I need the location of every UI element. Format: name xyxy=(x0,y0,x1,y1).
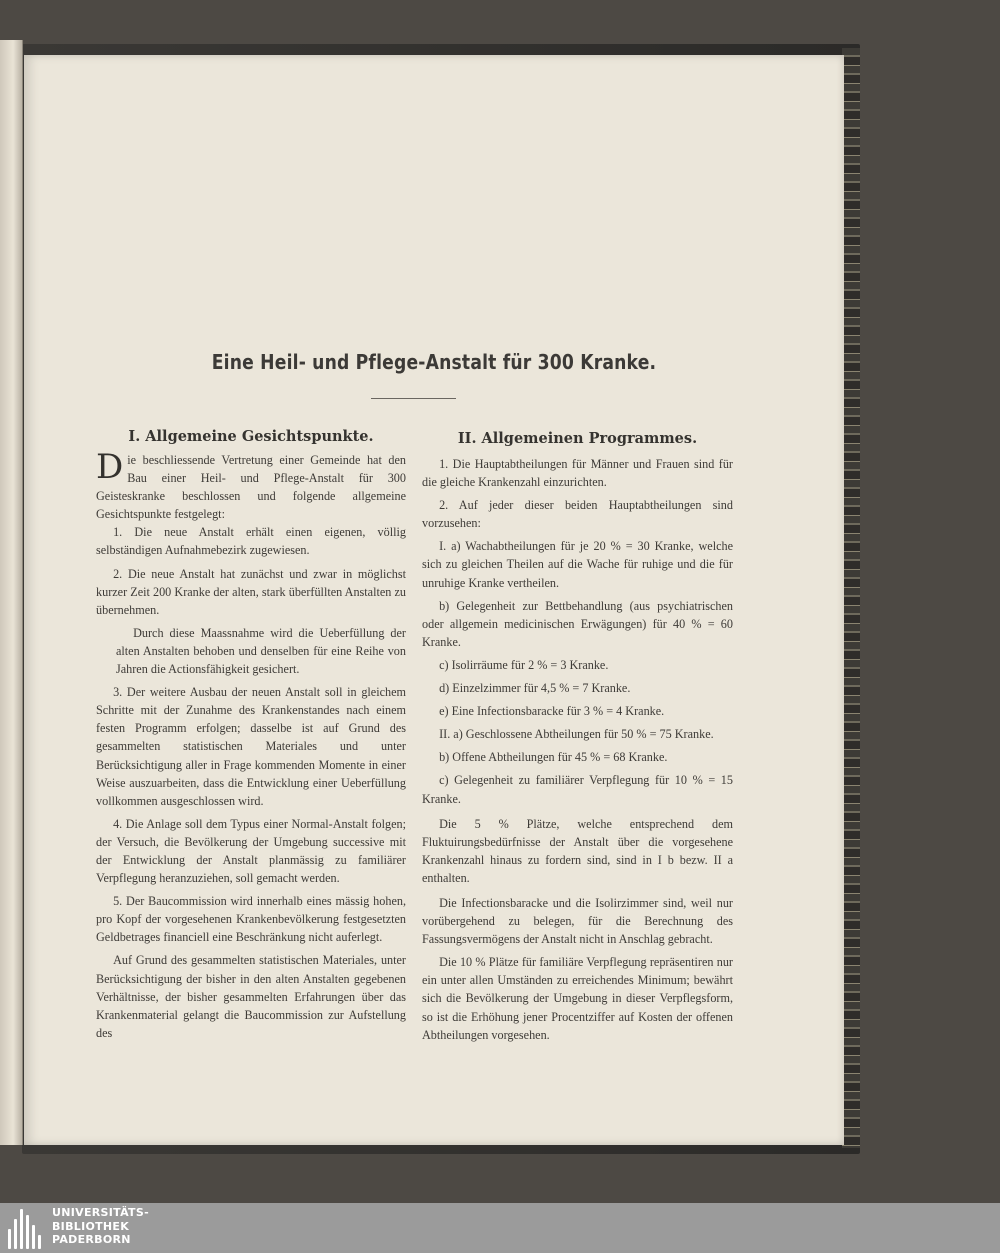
paragraph: II. a) Geschlossene Abtheilungen für 50 % = 75 Kranke. xyxy=(439,727,714,742)
paragraph: b) Offene Abtheilungen für 45 % = 68 Kranke. xyxy=(439,750,668,765)
section-heading-1: I. Allgemeine Gesichtspunkte. xyxy=(128,428,374,445)
paragraph: I. a) Wachabtheilungen für je 20 % = 30 Kranke, welche sich zu gleichen Theilen auf die Wache für ruhige und die für unruhige Kranke vertheilen. xyxy=(422,539,733,590)
paragraph: c) Gelegenheit zu familiärer Verpflegung für 10 % = 15 Kranke. xyxy=(422,773,733,806)
paragraph: 1. Die neue Anstalt erhält einen eigenen, völlig selbständigen Aufnahmebezirk zugewiesen. xyxy=(96,525,406,558)
paragraph: c) Isolirräume für 2 % = 3 Kranke. xyxy=(439,657,609,672)
paragraph: Die 10 % Plätze für familiäre Verpflegung repräsentiren nur ein unter allen Umständen zu erreichendes Minimum; bewährt sich die Bevölkerung der Umgebung in dieser Verpflegsform, so ist die Erhöhung jener Procentziffer auf Kosten der offenen Abtheilungen vorgesehen. xyxy=(422,955,733,1042)
paragraph: 5. Der Baucommission wird innerhalb eines mässig hohen, pro Kopf der vorgesehenen Krankenbevölkerung festgesetzten Geldbetrages financiell eine Beschränkung nicht auferlegt. xyxy=(96,894,406,945)
paragraph: 2. Die neue Anstalt hat zunächst und zwar in möglichst kurzer Zeit 200 Kranke der alten, stark überfüllten Anstalten zu übernehmen. xyxy=(96,566,406,617)
drop-cap: D xyxy=(96,447,124,487)
left-column xyxy=(96,427,406,1042)
right-column xyxy=(422,429,733,1044)
previous-page-edge xyxy=(0,40,23,1145)
paragraph: Auf Grund des gesammelten statistischen Materiales, unter Berücksichtigung der bisher in den alten Anstalten gegebenen Verhältnisse, der bisher gesammelten Erfahrungen über das Krankenmaterial gelangt die Baucommission zur Aufstellung des xyxy=(96,953,406,1040)
paragraph: Die 5 % Plätze, welche entsprechend dem Fluktuirungsbedürfnisse der Anstalt über die vorgesehene Krankenzahl hinaus zu fordern sind, sind in I b bezw. II a enthalten. xyxy=(422,816,733,885)
library-logo-text: UNIVERSITÄTS- BIBLIOTHEK PADERBORN xyxy=(52,1206,149,1246)
paragraph: 1. Die Hauptabtheilungen für Männer und Frauen sind für die gleiche Krankenzahl einzurichten. xyxy=(422,457,733,490)
paragraph: b) Gelegenheit zur Bettbehandlung (aus psychiatrischen oder allgemein medicinischen Erwägungen) für 40 % = 60 Kranke. xyxy=(422,598,733,649)
library-logo-icon xyxy=(8,1207,46,1249)
paragraph: 3. Der weitere Ausbau der neuen Anstalt soll in gleichem Schritte mit der Zunahme des Krankenstandes nach einem festen Programm erfolgen; dasselbe ist auf Grund des gesammelten statistischen Materiales und unter Berücksichtigung aller in Frage kommenden Momente in einer Weise auszuarbeiten, dass die Entwicklung einer Ueberfüllung vollkommen ausgeschlossen wird. xyxy=(96,685,406,808)
paragraph: e) Eine Infectionsbaracke für 3 % = 4 Kranke. xyxy=(439,704,665,719)
library-footer-bar xyxy=(0,1203,1000,1253)
paragraph: 4. Die Anlage soll dem Typus einer Normal-Anstalt folgen; der Versuch, die Bevölkerung der Umgebung successive mit der Entwicklung der Anstalt planmässig zu familiärer Verpflegung heranzuziehen, soll gemacht werden. xyxy=(96,816,406,886)
book-page xyxy=(24,55,844,1145)
paragraph: d) Einzelzimmer für 4,5 % = 7 Kranke. xyxy=(439,681,631,696)
paragraph: Durch diese Maassnahme wird die Ueberfüllung der alten Anstalten behoben und denselben für eine Reihe von Jahren die Actionsfähigkeit gesichert. xyxy=(116,625,406,677)
paragraph: Die beschliessende Vertretung einer Gemeinde hat den Bau einer Heil- und Pflege-Anstalt für 300 Geisteskranke beschlossen und folgende allgemeine Gesichtspunkte festgelegt: xyxy=(96,447,406,522)
page-title: Eine Heil- und Pflege-Anstalt für 300 Kranke. xyxy=(211,350,657,374)
paragraph: Die Infectionsbaracke und die Isolirzimmer sind, weil nur vorübergehend zu belegen, für die Berechnung des Fassungsvermögens der Anstalt nicht in Anschlag gebracht. xyxy=(422,895,733,947)
paragraph: 2. Auf jeder dieser beiden Hauptabtheilungen sind vorzusehen: xyxy=(422,498,733,531)
section-heading-2: II. Allgemeinen Programmes. xyxy=(457,430,698,447)
title-divider xyxy=(371,398,456,399)
book-cover-edge xyxy=(842,48,860,1148)
